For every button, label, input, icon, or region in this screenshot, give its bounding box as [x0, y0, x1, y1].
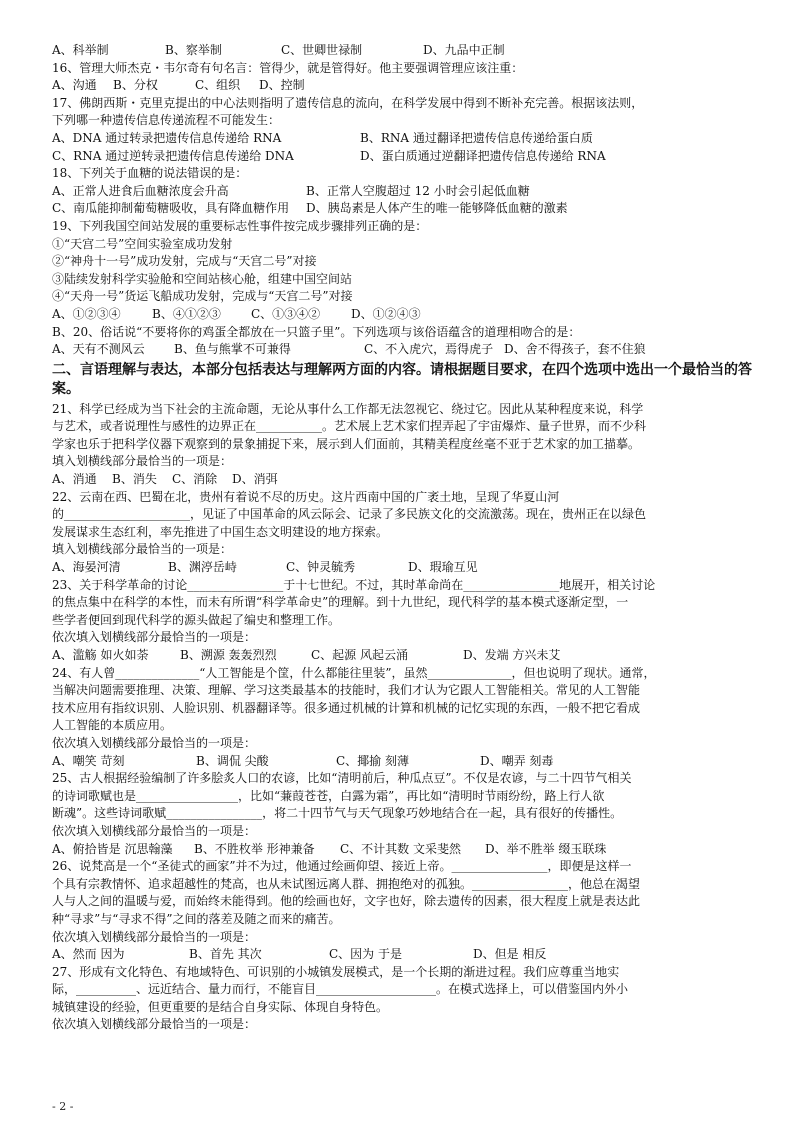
- text-line: 下列哪一种遗传信息传递流程不可能发生：: [52, 113, 281, 128]
- text-line: 依次填入划横线部分最恰当的一项是：: [52, 823, 257, 838]
- text-line: 16、管理大师杰克・韦尔奇有句名言：管得少，就是管得好。他主要强调管理应该注重：: [52, 60, 524, 75]
- option-row: [52, 148, 762, 166]
- answer-option: A、消通: [52, 472, 97, 487]
- option-row: [52, 306, 762, 324]
- text-line: 17、佛朗西斯・克里克提出的中心法则指明了遗传信息的流向，在科学发展中得到不断补充完善。根据该法则，: [52, 95, 644, 110]
- answer-option: D、控制: [259, 78, 305, 93]
- answer-option: D、嘲弄 刻毒: [480, 753, 554, 768]
- text-line: B、20、俗话说“不要将你的鸡蛋全都放在一只篮子里”。下列选项与该俗语蕴含的道理相吻合的是：: [52, 324, 581, 339]
- answer-option: B、溯源 轰轰烈烈: [180, 648, 277, 662]
- answer-option: A、沟通: [52, 78, 97, 93]
- answer-option: B、RNA 通过翻译把遗传信息传递给蛋白质: [360, 130, 593, 145]
- text-line: 24、有人曾______________“人工智能是个筐，什么都能往里装”，虽然______________，但也说明了现状。通常，: [52, 665, 656, 680]
- answer-option: C、揶揄 刻薄: [336, 753, 409, 768]
- answer-option: A、然而 因为: [52, 947, 125, 962]
- option-row: [52, 753, 762, 771]
- document-page: [52, 42, 762, 1034]
- text-line: ②“神舟十一号”成功发射，完成与“天宫二号”对接: [52, 254, 317, 269]
- answer-option: D、九品中正制: [423, 43, 505, 57]
- answer-option: C、不计其数 文采斐然: [340, 841, 461, 856]
- text-line: 依次填入划横线部分最恰当的一项是：: [52, 630, 257, 645]
- answer-option: A、DNA 通过转录把遗传信息传递给 RNA: [52, 130, 282, 145]
- option-row: [52, 200, 762, 218]
- answer-option: A、海晏河清: [52, 560, 121, 575]
- section-heading: 二、言语理解与表达，本部分包括表达与理解两方面的内容。请根据题目要求，在四个选项中选出一个最恰当的答案。: [52, 361, 752, 397]
- text-line: 18、下列关于血糖的说法错误的是：: [52, 166, 248, 181]
- answer-option: C、不入虎穴，焉得虎子: [364, 342, 494, 357]
- answer-option: A、天有不测风云: [52, 342, 145, 357]
- page-number: - 2 -: [52, 1100, 74, 1113]
- answer-option: C、RNA 通过逆转录把遗传信息传递给 DNA: [52, 148, 294, 163]
- answer-option: B、正常人空腹超过 12 小时会引起低血糖: [306, 183, 530, 198]
- text-line: 与艺术，或者说理性与感性的边界正在___________。艺术展上艺术家们捏弄起了宇宙爆炸、量子世界，而不少科: [52, 419, 647, 434]
- option-row: [52, 183, 762, 201]
- text-line: 22、云南在西、巴蜀在北，贵州有着说不尽的历史。这片西南中国的广袤土地，呈现了华夏山河: [52, 489, 560, 504]
- text-line: 27、形成有文化特色、有地域特色、可识别的小城镇发展模式，是一个长期的渐进过程。我们应尊重当地实: [52, 964, 620, 979]
- answer-option: A、滥觞 如火如荼: [52, 648, 149, 662]
- answer-option: C、世卿世禄制: [281, 43, 363, 57]
- option-row: [52, 647, 762, 665]
- option-row: [52, 559, 762, 577]
- answer-option: C、组织: [195, 78, 241, 93]
- answer-option: D、发端 方兴未艾: [463, 648, 561, 662]
- text-line: 人与人之间的温暖与爱，而始终未能得到。他的绘画也好，文字也好，除去遗传的因素，很大程度上就是表达此: [52, 894, 641, 909]
- text-line: 依次填入划横线部分最恰当的一项是：: [52, 929, 257, 944]
- answer-option: B、不胜枚举 形神兼备: [194, 841, 315, 856]
- text-line: 23、关于科学革命的讨论________________于十七世纪。不过，其时革命尚在________________地展开，相关讨论: [52, 577, 656, 592]
- answer-option: B、调侃 尖酸: [196, 753, 269, 768]
- answer-option: A、科举制: [52, 43, 109, 57]
- answer-option: D、蛋白质通过逆翻译把遗传信息传递给 RNA: [360, 148, 606, 163]
- answer-option: B、察举制: [165, 43, 222, 57]
- answer-option: C、钟灵毓秀: [286, 560, 356, 575]
- text-line: 依次填入划横线部分最恰当的一项是：: [52, 1017, 257, 1032]
- text-line: 际，__________、远近结合、量力而行，不能盲目____________________。在模式选择上，可以借鉴国内外小: [52, 982, 629, 997]
- text-line: 技术应用有指纹识别、人脸识别、机器翻译等。很多通过机械的计算和机械的记忆实现的东西，一般不把它看成: [52, 700, 641, 715]
- answer-option: B、鱼与熊掌不可兼得: [174, 342, 291, 357]
- text-line: 填入划横线部分最恰当的一项是：: [52, 542, 233, 557]
- text-line: 发展谋求生态红利，率先推进了中国生态文明建设的地方探索。: [52, 524, 389, 539]
- answer-option: C、南瓜能抑制葡萄糖吸收，具有降血糖作用: [52, 201, 290, 216]
- text-line: 种“寻求”与“寻求不得”之间的落差及随之而来的痛苦。: [52, 911, 341, 926]
- answer-option: B、④①②③: [152, 306, 221, 321]
- answer-option: C、因为 于是: [329, 947, 402, 962]
- text-line: 人工智能的本质应用。: [52, 718, 173, 733]
- answer-option: B、首先 其次: [189, 947, 262, 962]
- text-line: 的_____________________，见证了中国革命的风云际会、记录了多民族文化的交流激荡。现在，贵州正在以绿色: [52, 507, 647, 522]
- option-row: [52, 841, 762, 859]
- answer-option: C、起源 风起云涌: [311, 648, 408, 662]
- text-line: 19、下列我国空间站发展的重要标志性事件按完成步骤排列正确的是：: [52, 218, 428, 233]
- text-line: 的诗词歌赋也是_________________，比如“蒹葭苍苍，白露为霜”，再比如“清明时节雨纷纷，路上行人欲: [52, 788, 605, 803]
- text-line: 城镇建设的经验，但更重要的是结合自身实际、体现自身特色。: [52, 999, 389, 1014]
- option-row: [52, 341, 762, 359]
- text-line: 个具有宗教情怀、追求超越性的梵高，也从未试图远离人群、拥抱绝对的孤独。________________，他总在渴望: [52, 876, 641, 891]
- answer-option: B、分权: [113, 78, 158, 93]
- text-line: ③陆续发射科学实验舱和空间站核心舱，组建中国空间站: [52, 271, 353, 286]
- text-line: ④“天舟一号”货运飞船成功发射，完成与“天宫二号”对接: [52, 289, 353, 304]
- text-line: 依次填入划横线部分最恰当的一项是：: [52, 735, 257, 750]
- answer-option: D、消弭: [232, 472, 278, 487]
- answer-option: D、举不胜举 缀玉联珠: [485, 841, 607, 856]
- option-row: [52, 42, 762, 60]
- option-row: [52, 946, 762, 964]
- answer-option: D、①②④③: [351, 306, 421, 321]
- text-line: 21、科学已经成为当下社会的主流命题，无论从事什么工作都无法忽视它、绕过它。因此从某种程度来说，科学: [52, 401, 644, 416]
- text-line: 25、古人根据经验编制了许多脍炙人口的农谚，比如“清明前后，种瓜点豆”。不仅是农谚，与二十四节气相关: [52, 771, 632, 786]
- answer-option: A、①②③④: [52, 306, 121, 321]
- answer-option: D、胰岛素是人体产生的唯一能够降低血糖的激素: [306, 201, 568, 216]
- text-line: 学家也乐于把科学仪器下观察到的景象捕捉下来，展示到人们面前，其精美程度丝毫不亚于艺术家的加工描摹。: [52, 436, 641, 451]
- option-row: [52, 471, 762, 489]
- answer-option: A、俯拾皆是 沉思翰藻: [52, 841, 173, 856]
- answer-option: C、①③④②: [251, 306, 321, 321]
- text-line: 当解决问题需要推理、决策、理解、学习这类最基本的技能时，我们才认为它跟人工智能相关。常见的人工智能: [52, 683, 641, 698]
- answer-option: D、瑕瑜互见: [408, 560, 478, 575]
- answer-option: D、舍不得孩子，套不住狼: [504, 342, 646, 357]
- answer-option: D、但是 相反: [473, 947, 547, 962]
- text-line: 的焦点集中在科学的本性，而未有所谓“科学革命史”的理解。到十九世纪，现代科学的基本模式逐渐定型，一: [52, 595, 629, 610]
- text-line: 些学者便回到现代科学的源头做起了编史和整理工作。: [52, 612, 341, 627]
- text-line: ①“天宫二号”空间实验室成功发射: [52, 236, 233, 251]
- option-row: [52, 77, 762, 95]
- text-line: 26、说梵高是一个“圣徒式的画家”并不为过，他通过绘画仰望、接近上帝。________________，即便是这样一: [52, 859, 632, 874]
- answer-option: A、嘲笑 苛刻: [52, 753, 125, 768]
- answer-option: C、消除: [172, 472, 218, 487]
- text-line: 断魂”。这些诗词歌赋________________，将二十四节气与天气现象巧妙地结合在一起，具有很好的传播性。: [52, 806, 623, 821]
- answer-option: B、消失: [112, 472, 157, 487]
- option-row: [52, 130, 762, 148]
- answer-option: A、正常人进食后血糖浓度会升高: [52, 183, 229, 198]
- answer-option: B、渊渟岳峙: [168, 560, 237, 575]
- text-line: 填入划横线部分最恰当的一项是：: [52, 454, 233, 469]
